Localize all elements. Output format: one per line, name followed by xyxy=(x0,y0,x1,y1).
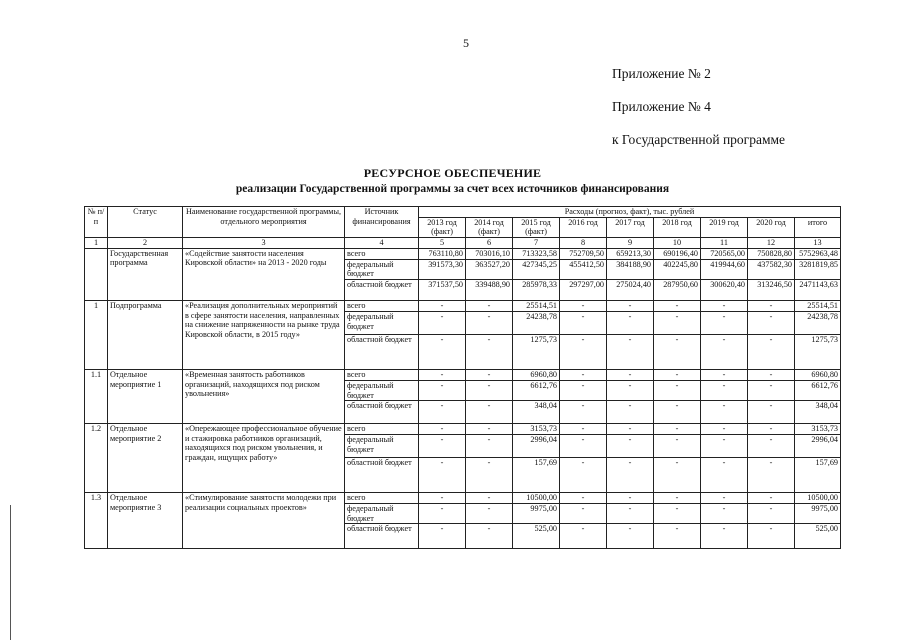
total-cell: 3281819,85 xyxy=(795,259,841,279)
amount-cell: 9975,00 xyxy=(513,504,560,524)
amount-cell: - xyxy=(419,424,466,435)
row-status: Подпрограмма xyxy=(108,300,183,369)
amount-cell: - xyxy=(748,380,795,400)
amount-cell: - xyxy=(654,401,701,424)
amount-cell: - xyxy=(466,380,513,400)
header-year: 2015 год (факт) xyxy=(513,217,560,237)
column-index: 11 xyxy=(701,237,748,248)
funding-source: областной бюджет xyxy=(345,524,419,549)
amount-cell: 6960,80 xyxy=(513,369,560,380)
amount-cell: 750828,80 xyxy=(748,248,795,259)
header-row-top xyxy=(85,207,841,218)
amount-cell: - xyxy=(560,300,607,311)
row-status: Государственная программа xyxy=(108,248,183,300)
header-year: 2020 год xyxy=(748,217,795,237)
column-index-row xyxy=(85,237,841,248)
total-cell: 348,04 xyxy=(795,401,841,424)
amount-cell: 6612,76 xyxy=(513,380,560,400)
amount-cell: 419944,60 xyxy=(701,259,748,279)
row-name: «Временная занятость работников организаций, находящихся под риском увольнения» xyxy=(183,369,345,423)
funding-source: федеральный бюджет xyxy=(345,380,419,400)
amount-cell: - xyxy=(560,334,607,369)
total-cell: 24238,78 xyxy=(795,311,841,334)
row-status: Отдельное мероприятие 2 xyxy=(108,424,183,493)
amount-cell: 275024,40 xyxy=(607,279,654,300)
amount-cell: 25514,51 xyxy=(513,300,560,311)
amount-cell: 297297,00 xyxy=(560,279,607,300)
amount-cell: - xyxy=(701,458,748,493)
amount-cell: - xyxy=(419,458,466,493)
amount-cell: - xyxy=(607,493,654,504)
amount-cell: - xyxy=(560,458,607,493)
amount-cell: - xyxy=(560,504,607,524)
scan-margin-line xyxy=(10,505,11,640)
amount-cell: - xyxy=(748,524,795,549)
total-cell: 1275,73 xyxy=(795,334,841,369)
amount-cell: - xyxy=(560,424,607,435)
amount-cell: - xyxy=(466,311,513,334)
row-status: Отдельное мероприятие 3 xyxy=(108,493,183,549)
row-number: 1.2 xyxy=(85,424,108,493)
funding-source: областной бюджет xyxy=(345,279,419,300)
amount-cell: 339488,90 xyxy=(466,279,513,300)
amount-cell: - xyxy=(466,300,513,311)
resource-table xyxy=(84,206,841,549)
header-expenses: Расходы (прогноз, факт), тыс. рублей xyxy=(419,207,841,218)
header-year: 2019 год xyxy=(701,217,748,237)
amount-cell: - xyxy=(701,524,748,549)
amount-cell: - xyxy=(654,311,701,334)
amount-cell: - xyxy=(701,401,748,424)
amount-cell: 371537,50 xyxy=(419,279,466,300)
header-total: итого xyxy=(795,217,841,237)
funding-source: федеральный бюджет xyxy=(345,259,419,279)
amount-cell: - xyxy=(748,504,795,524)
total-cell: 525,00 xyxy=(795,524,841,549)
row-number: 1.3 xyxy=(85,493,108,549)
funding-source: областной бюджет xyxy=(345,401,419,424)
amount-cell: - xyxy=(701,300,748,311)
funding-source: всего xyxy=(345,493,419,504)
amount-cell: - xyxy=(654,424,701,435)
column-index: 9 xyxy=(607,237,654,248)
appendix-line-2: Приложение № 4 xyxy=(612,99,711,114)
amount-cell: - xyxy=(701,504,748,524)
document-subtitle: реализации Государственной программы за счет всех источников финансирования xyxy=(235,183,670,195)
table-row xyxy=(85,424,841,435)
column-index: 3 xyxy=(183,237,345,248)
total-cell: 2996,04 xyxy=(795,435,841,458)
amount-cell: 24238,78 xyxy=(513,311,560,334)
column-index: 1 xyxy=(85,237,108,248)
amount-cell: 427345,25 xyxy=(513,259,560,279)
row-name: «Содействие занятости населения Кировской области» на 2013 - 2020 годы xyxy=(183,248,345,300)
amount-cell: - xyxy=(419,401,466,424)
column-index: 4 xyxy=(345,237,419,248)
table-row xyxy=(85,493,841,504)
amount-cell: - xyxy=(748,300,795,311)
funding-source: всего xyxy=(345,248,419,259)
amount-cell: - xyxy=(654,334,701,369)
amount-cell: - xyxy=(419,369,466,380)
amount-cell: - xyxy=(654,435,701,458)
amount-cell: 300620,40 xyxy=(701,279,748,300)
column-index: 6 xyxy=(466,237,513,248)
amount-cell: - xyxy=(701,369,748,380)
table-row xyxy=(85,369,841,380)
header-name: Наименование государственной программы, отдельного мероприятия xyxy=(183,207,345,238)
amount-cell: - xyxy=(748,493,795,504)
amount-cell: - xyxy=(560,380,607,400)
amount-cell: - xyxy=(560,524,607,549)
amount-cell: 402245,80 xyxy=(654,259,701,279)
amount-cell: - xyxy=(607,369,654,380)
row-number xyxy=(85,248,108,300)
funding-source: федеральный бюджет xyxy=(345,311,419,334)
amount-cell: 1275,73 xyxy=(513,334,560,369)
amount-cell: - xyxy=(466,493,513,504)
amount-cell: - xyxy=(466,458,513,493)
amount-cell: - xyxy=(654,504,701,524)
amount-cell: - xyxy=(748,311,795,334)
amount-cell: - xyxy=(654,380,701,400)
amount-cell: - xyxy=(701,435,748,458)
amount-cell: - xyxy=(654,369,701,380)
amount-cell: - xyxy=(654,300,701,311)
amount-cell: - xyxy=(701,493,748,504)
amount-cell: - xyxy=(466,401,513,424)
amount-cell: - xyxy=(748,369,795,380)
amount-cell: 384188,90 xyxy=(607,259,654,279)
amount-cell: - xyxy=(466,504,513,524)
funding-source: федеральный бюджет xyxy=(345,435,419,458)
amount-cell: - xyxy=(466,369,513,380)
column-index: 10 xyxy=(654,237,701,248)
amount-cell: - xyxy=(748,424,795,435)
header-year: 2018 год xyxy=(654,217,701,237)
amount-cell: - xyxy=(560,311,607,334)
total-cell: 157,69 xyxy=(795,458,841,493)
amount-cell: 455412,50 xyxy=(560,259,607,279)
amount-cell: 2996,04 xyxy=(513,435,560,458)
header-year: 2016 год xyxy=(560,217,607,237)
amount-cell: - xyxy=(466,424,513,435)
header-year: 2013 год (факт) xyxy=(419,217,466,237)
amount-cell: - xyxy=(419,504,466,524)
amount-cell: - xyxy=(419,524,466,549)
amount-cell: - xyxy=(701,334,748,369)
row-number: 1 xyxy=(85,300,108,369)
amount-cell: - xyxy=(419,334,466,369)
table-row xyxy=(85,248,841,259)
header-year: 2017 год xyxy=(607,217,654,237)
row-name: «Стимулирование занятости молодежи при реализации социальных проектов» xyxy=(183,493,345,549)
funding-source: всего xyxy=(345,369,419,380)
amount-cell: - xyxy=(748,458,795,493)
amount-cell: - xyxy=(654,524,701,549)
amount-cell: - xyxy=(748,435,795,458)
amount-cell: 720565,00 xyxy=(701,248,748,259)
amount-cell: 690196,40 xyxy=(654,248,701,259)
column-index: 12 xyxy=(748,237,795,248)
total-cell: 5752963,48 xyxy=(795,248,841,259)
amount-cell: - xyxy=(607,401,654,424)
amount-cell: - xyxy=(607,334,654,369)
amount-cell: - xyxy=(607,311,654,334)
amount-cell: 10500,00 xyxy=(513,493,560,504)
amount-cell: - xyxy=(560,401,607,424)
amount-cell: 713323,58 xyxy=(513,248,560,259)
column-index: 7 xyxy=(513,237,560,248)
funding-source: всего xyxy=(345,424,419,435)
document-title: РЕСУРСНОЕ ОБЕСПЕЧЕНИЕ xyxy=(363,166,542,180)
amount-cell: - xyxy=(654,493,701,504)
amount-cell: - xyxy=(701,311,748,334)
column-index: 5 xyxy=(419,237,466,248)
amount-cell: - xyxy=(607,458,654,493)
row-number: 1.1 xyxy=(85,369,108,423)
amount-cell: - xyxy=(560,493,607,504)
total-cell: 2471143,63 xyxy=(795,279,841,300)
table-row xyxy=(85,300,841,311)
amount-cell: - xyxy=(748,401,795,424)
amount-cell: 313246,50 xyxy=(748,279,795,300)
amount-cell: - xyxy=(701,424,748,435)
amount-cell: 752709,50 xyxy=(560,248,607,259)
total-cell: 3153,73 xyxy=(795,424,841,435)
amount-cell: 525,00 xyxy=(513,524,560,549)
amount-cell: - xyxy=(419,311,466,334)
total-cell: 10500,00 xyxy=(795,493,841,504)
amount-cell: - xyxy=(701,380,748,400)
amount-cell: 3153,73 xyxy=(513,424,560,435)
total-cell: 9975,00 xyxy=(795,504,841,524)
amount-cell: 363527,20 xyxy=(466,259,513,279)
row-status: Отдельное мероприятие 1 xyxy=(108,369,183,423)
amount-cell: - xyxy=(466,334,513,369)
row-name: «Реализация дополнительных мероприятий в сфере занятости населения, направленных на снижение напряженности на рынке труда Кировской области, в 2015 году» xyxy=(183,300,345,369)
funding-source: всего xyxy=(345,300,419,311)
total-cell: 6612,76 xyxy=(795,380,841,400)
amount-cell: - xyxy=(607,300,654,311)
amount-cell: 703016,10 xyxy=(466,248,513,259)
amount-cell: 285978,33 xyxy=(513,279,560,300)
funding-source: федеральный бюджет xyxy=(345,504,419,524)
page-number: 5 xyxy=(463,36,469,50)
column-index: 13 xyxy=(795,237,841,248)
amount-cell: - xyxy=(419,380,466,400)
header-source: Источник финансирования xyxy=(345,207,419,238)
funding-source: областной бюджет xyxy=(345,458,419,493)
header-num: № п/п xyxy=(85,207,108,238)
appendix-line-3: к Государственной программе xyxy=(612,132,786,147)
amount-cell: 437582,30 xyxy=(748,259,795,279)
amount-cell: 348,04 xyxy=(513,401,560,424)
column-index: 2 xyxy=(108,237,183,248)
amount-cell: - xyxy=(748,334,795,369)
amount-cell: - xyxy=(560,435,607,458)
total-cell: 25514,51 xyxy=(795,300,841,311)
amount-cell: - xyxy=(419,300,466,311)
total-cell: 6960,80 xyxy=(795,369,841,380)
appendix-line-1: Приложение № 2 xyxy=(612,66,711,81)
amount-cell: - xyxy=(419,435,466,458)
header-year: 2014 год (факт) xyxy=(466,217,513,237)
amount-cell: 763110,80 xyxy=(419,248,466,259)
amount-cell: - xyxy=(607,504,654,524)
amount-cell: - xyxy=(419,493,466,504)
funding-source: областной бюджет xyxy=(345,334,419,369)
amount-cell: 391573,30 xyxy=(419,259,466,279)
row-name: «Опережающее профессиональное обучение и стажировка работников организаций, находящихся под риском увольнения, и граждан, ищущих работу» xyxy=(183,424,345,493)
amount-cell: - xyxy=(466,435,513,458)
amount-cell: 287950,60 xyxy=(654,279,701,300)
amount-cell: - xyxy=(607,435,654,458)
header-status: Статус xyxy=(108,207,183,238)
amount-cell: - xyxy=(607,380,654,400)
amount-cell: - xyxy=(466,524,513,549)
amount-cell: 157,69 xyxy=(513,458,560,493)
amount-cell: - xyxy=(654,458,701,493)
amount-cell: 659213,30 xyxy=(607,248,654,259)
column-index: 8 xyxy=(560,237,607,248)
amount-cell: - xyxy=(607,424,654,435)
amount-cell: - xyxy=(607,524,654,549)
amount-cell: - xyxy=(560,369,607,380)
